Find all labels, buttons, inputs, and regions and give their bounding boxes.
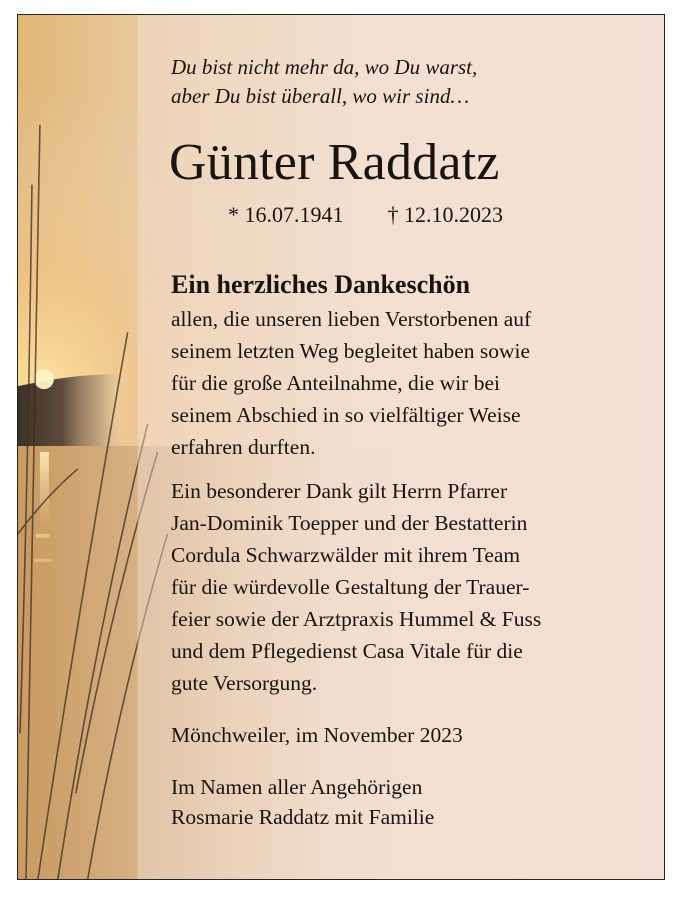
notice-content xyxy=(171,53,641,832)
life-dates xyxy=(171,201,641,229)
obituary-card xyxy=(17,14,665,880)
text-line: erfahren durften. xyxy=(171,435,316,459)
signature-line: Im Namen aller Angehörigen xyxy=(171,775,423,799)
text-line: Ein besonderer Dank gilt Herrn Pfarrer xyxy=(171,479,508,503)
text-line: feier sowie der Arztpraxis Hummel & Fuss xyxy=(171,607,542,631)
quote-line: Du bist nicht mehr da, wo Du warst, xyxy=(171,55,478,79)
death-date: † 12.10.2023 xyxy=(387,202,503,227)
text-line: gute Versorgung. xyxy=(171,671,318,695)
text-line: seinem letzten Weg begleitet haben sowie xyxy=(171,339,531,363)
text-line: Jan-Dominik Toepper und der Bestatterin xyxy=(171,511,528,535)
birth-date: * 16.07.1941 xyxy=(228,202,344,227)
deceased-name: Günter Raddatz xyxy=(169,134,500,191)
quote xyxy=(171,53,641,111)
text-line: und dem Pflegedienst Casa Vitale für die xyxy=(171,639,523,663)
thanks-heading: Ein herzliches Dankeschön xyxy=(171,270,471,299)
place-date: Mönchweiler, im November 2023 xyxy=(171,723,463,747)
thanks-paragraph-1 xyxy=(171,303,641,463)
text-line: seinem Abschied in so vielfältiger Weise xyxy=(171,403,521,427)
signature-line: Rosmarie Raddatz mit Familie xyxy=(171,805,435,829)
text-line: Cordula Schwarzwälder mit ihrem Team xyxy=(171,543,521,567)
text-line: für die würdevolle Gestaltung der Trauer- xyxy=(171,575,530,599)
text-line: für die große Anteilnahme, die wir bei xyxy=(171,371,500,395)
thanks-paragraph-2 xyxy=(171,475,641,699)
signature xyxy=(171,772,641,832)
quote-line: aber Du bist überall, wo wir sind… xyxy=(171,84,470,108)
text-line: allen, die unseren lieben Verstorbenen auf xyxy=(171,307,532,331)
